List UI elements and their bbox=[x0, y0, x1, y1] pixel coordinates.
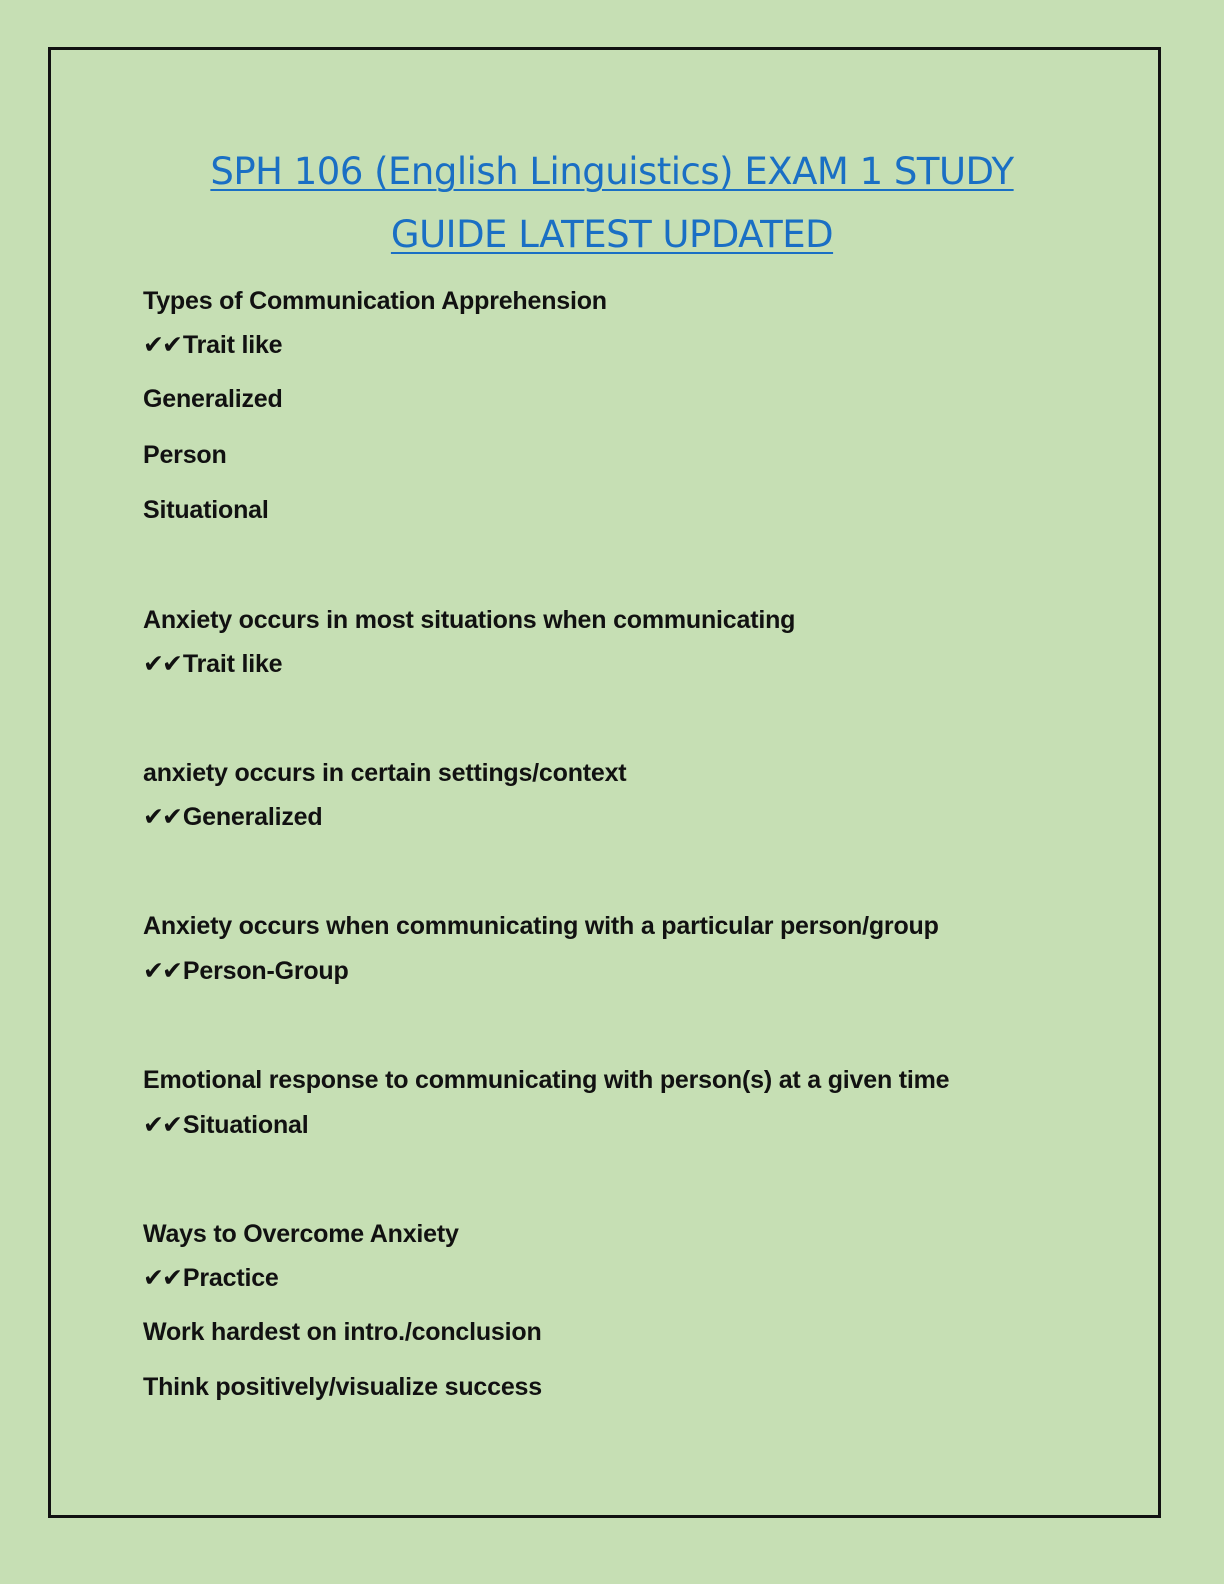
document-title-line-1: SPH 106 (English Linguistics) EXAM 1 STUDY bbox=[210, 150, 1014, 193]
answer-option: Situational bbox=[143, 496, 269, 524]
question-text: Emotional response to communicating with person(s) at a given time bbox=[143, 1066, 950, 1094]
answer-text: Practice bbox=[182, 1264, 279, 1292]
question-text: Anxiety occurs in most situations when communicating bbox=[143, 606, 796, 634]
question-text: Types of Communication Apprehension bbox=[143, 287, 607, 315]
answer-text: Trait like bbox=[182, 650, 283, 678]
double-check-icon: ✔✔ bbox=[143, 1263, 181, 1292]
question-text: Anxiety occurs when communicating with a particular person/group bbox=[143, 912, 939, 940]
answer-text: Generalized bbox=[182, 803, 323, 831]
answer-text: Person-Group bbox=[182, 957, 349, 985]
double-check-icon: ✔✔ bbox=[143, 802, 181, 831]
answer-option: Work hardest on intro./conclusion bbox=[143, 1318, 542, 1346]
document-title-line-2: GUIDE LATEST UPDATED bbox=[390, 213, 834, 256]
double-check-icon: ✔✔ bbox=[143, 956, 181, 985]
question-text: Ways to Overcome Anxiety bbox=[143, 1220, 459, 1248]
double-check-icon: ✔✔ bbox=[143, 330, 181, 359]
answer-text: Situational bbox=[182, 1111, 309, 1139]
double-check-icon: ✔✔ bbox=[143, 1110, 181, 1139]
answer-line bbox=[143, 1263, 279, 1293]
answer-line bbox=[143, 802, 322, 832]
question-text: anxiety occurs in certain settings/context bbox=[143, 759, 627, 787]
answer-line bbox=[143, 330, 282, 360]
answer-line bbox=[143, 1110, 309, 1140]
double-check-icon: ✔✔ bbox=[143, 649, 181, 678]
answer-text: Trait like bbox=[182, 331, 283, 359]
answer-option: Person bbox=[143, 441, 227, 469]
answer-option: Generalized bbox=[143, 385, 283, 413]
answer-option: Think positively/visualize success bbox=[143, 1373, 542, 1401]
answer-line bbox=[143, 649, 282, 679]
answer-line bbox=[143, 956, 349, 986]
